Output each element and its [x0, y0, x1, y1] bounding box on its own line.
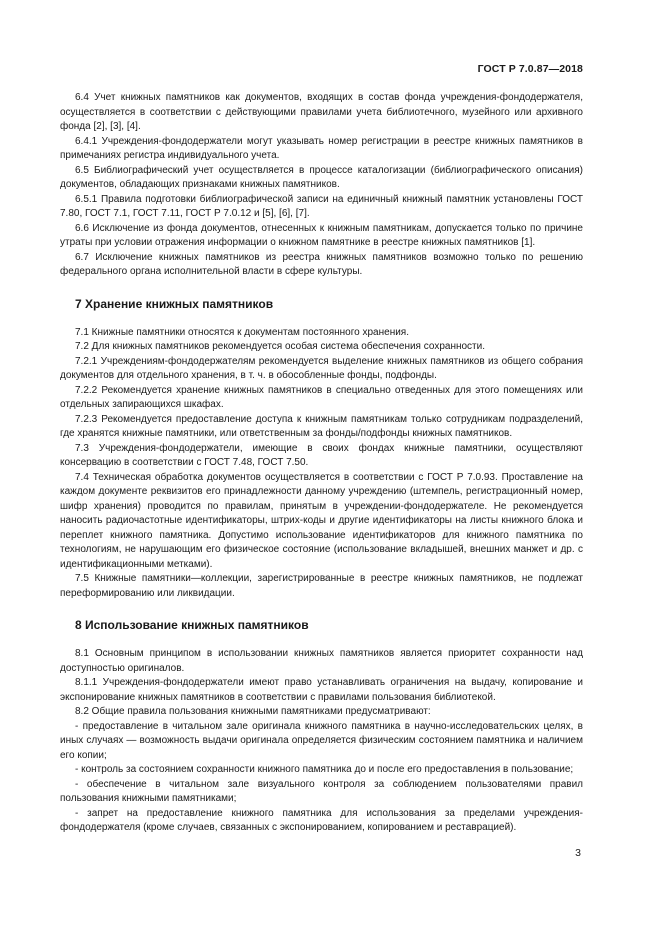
list-item: - запрет на предоставление книжного памятника для использования за пределами учреждения-фондодержателя (кроме случаев, связанных с экспонированием, копированием и реставрацией). — [60, 807, 583, 833]
document-code: ГОСТ Р 7.0.87—2018 — [477, 63, 583, 75]
list-item: - контроль за состоянием сохранности книжного памятника до и после его предоставления в пользование; — [75, 764, 574, 775]
list-item: - обеспечение в читальном зале визуального контроля за соблюдением пользователями правил пользования книжными памятниками; — [60, 778, 583, 804]
paragraph: 7.2 Для книжных памятников рекомендуется особая система обеспечения сохранности. — [75, 341, 485, 352]
paragraph: 8.1 Основным принципом в использовании книжных памятников является приоритет сохранности над доступностью оригиналов. — [60, 648, 583, 674]
paragraph: 8.1.1 Учреждения-фондодержатели имеют право устанавливать ограничения на выдачу, копирование и экспонирование книжных памятников в соответствии с правилами пользования библиотекой. — [60, 677, 583, 703]
paragraph: 7.2.1 Учреждениям-фондодержателям рекомендуется выделение книжных памятников из общего собрания документов для отдельного хранения, в т. ч. в обособленные фонды, подфонды. — [60, 355, 583, 381]
paragraph: 7.2.3 Рекомендуется предоставление доступа к книжным памятникам только сотрудникам подразделений, где хранятся книжные памятники, или ответственным за фонды/подфонды книжных памятников. — [60, 413, 583, 439]
paragraph: 6.6 Исключение из фонда документов, отнесенных к книжным памятникам, допускается только по причине утраты при условии отражения информации о книжном памятнике в реестре книжных памятников [1]. — [60, 222, 583, 248]
paragraph: 7.2.2 Рекомендуется хранение книжных памятников в специально отведенных для этого помещениях или отдельных запирающихся шкафах. — [60, 384, 583, 410]
section-8-heading: 8 Использование книжных памятников — [75, 618, 309, 632]
paragraph: 7.5 Книжные памятники—коллекции, зарегистрированные в реестре книжных памятников, не подлежат переформированию или ликвидации. — [60, 573, 583, 599]
paragraph: 6.5.1 Правила подготовки библиографической записи на единичный книжный памятник установлены ГОСТ 7.80, ГОСТ 7.1, ГОСТ 7.11, ГОСТ Р 7.0.12 и [5], [6], [7]. — [60, 193, 583, 219]
section-7-heading: 7 Хранение книжных памятников — [75, 296, 274, 311]
page-number: 3 — [575, 847, 581, 859]
paragraph: 6.5 Библиографический учет осуществляется в процессе каталогизации (библиографического описания) документов, обладающих признаками книжных памятников. — [60, 164, 583, 190]
section-6 — [60, 91, 583, 280]
section-8 — [60, 647, 583, 836]
list-item: - предоставление в читальном зале оригинала книжного памятника в научно-исследовательских целях, в иных случаях — возможность выдачи оригинала определяется физическим состоянием памятника и наличием его копии; — [60, 720, 583, 761]
paragraph: 7.1 Книжные памятники относятся к документам постоянного хранения. — [75, 326, 409, 338]
paragraph: 7.4 Техническая обработка документов осуществляется в соответствии с ГОСТ Р 7.0.93. Проставление на каждом документе реквизитов его принадлежности данному учреждению (штемпель, регистрационный номер, шифр хранения) проводится по правилам, принятым в учреждении-фондодержателе. Не рекомендуется наносить радиочастотные идентификаторы, штрих-коды и другие идентификаторы на листы книжного блока и переплет книжного памятника. Допустимо использование идентификаторов для книжного памятника по технологиям, не нарушающим его физическое состояние (использование вкладышей, внешних манжет и др. с идентификационными метками). — [60, 471, 583, 570]
paragraph: 7.3 Учреждения-фондодержатели, имеющие в своих фондах книжные памятники, осуществляют консервацию в соответствии с ГОСТ 7.48, ГОСТ 7.50. — [60, 442, 583, 468]
paragraph: 8.2 Общие правила пользования книжными памятниками предусматривают: — [75, 706, 431, 717]
paragraph: 6.7 Исключение книжных памятников из реестра книжных памятников возможно только по решению федерального органа исполнительной власти в сфере культуры. — [60, 251, 583, 277]
section-7 — [60, 326, 583, 602]
paragraph: 6.4.1 Учреждения-фондодержатели могут указывать номер регистрации в реестре книжных памятников в примечаниях регистра индивидуального учета. — [60, 135, 583, 161]
paragraph: 6.4 Учет книжных памятников как документов, входящих в состав фонда учреждения-фондодержателя, осуществляется в соответствии с действующими правилами учета библиотечного, музейного или архивного фонда [2], [3], [4]. — [60, 92, 583, 132]
document-body — [60, 91, 583, 836]
